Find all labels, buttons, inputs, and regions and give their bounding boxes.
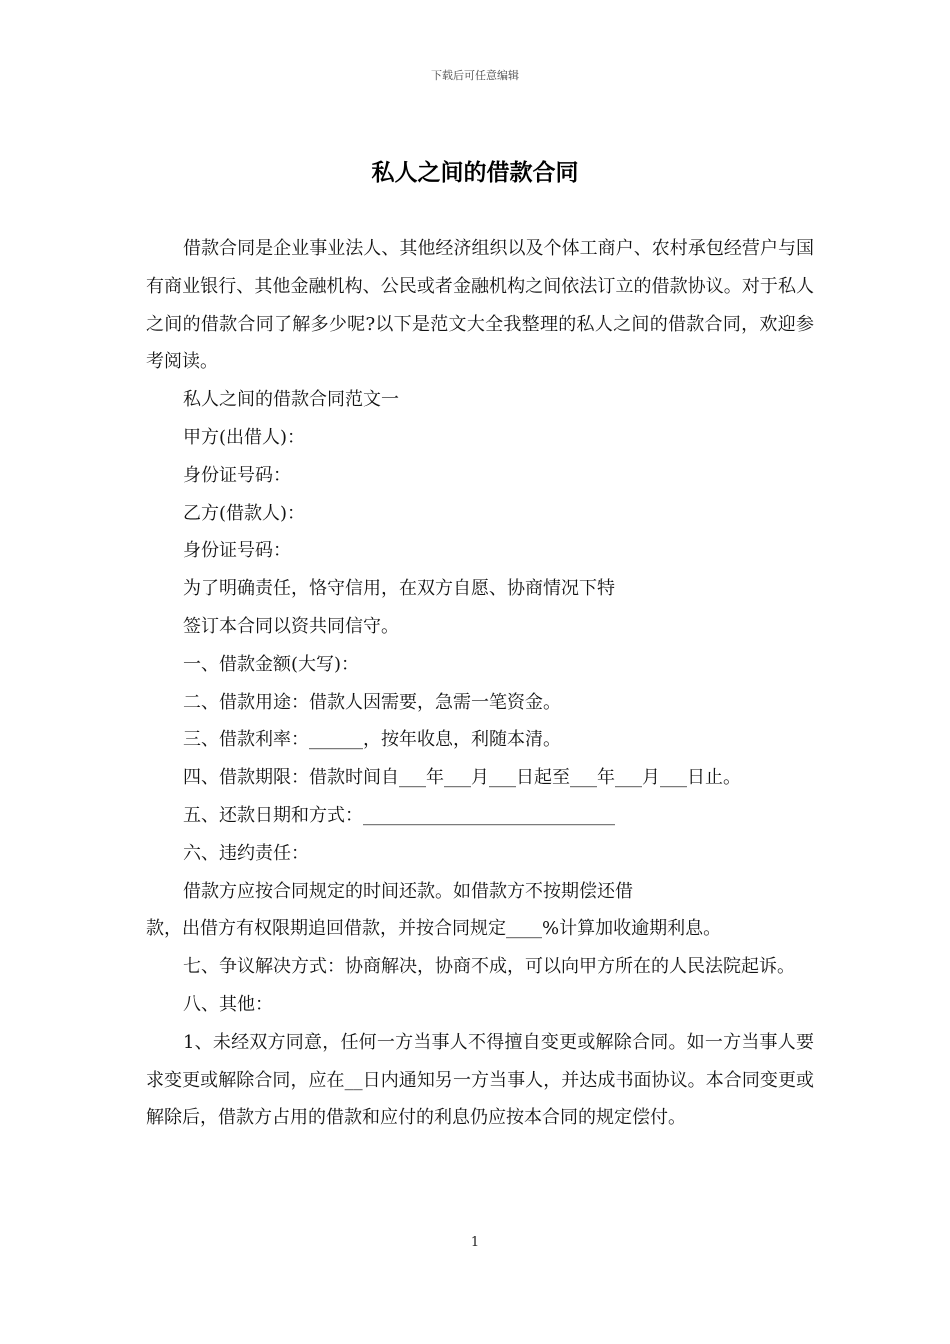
clause-repayment: 五、还款日期和方式：____________________________ [183, 804, 615, 826]
clause-dispute: 七、争议解决方式：协商解决，协商不成，可以向甲方所在的人民法院起诉。 [183, 956, 795, 978]
clause-liability-text-1: 借款方应按合同规定的时间还款。如借款方不按期偿还借 [183, 880, 633, 902]
paragraph-id-a: 身份证号码： [183, 464, 291, 486]
clause-liability: 六、违约责任： [183, 842, 309, 864]
page-header: 下载后可任意编辑 [431, 69, 519, 82]
clause-liability-text-2: 款，出借方有权限期追回借款，并按合同规定____%计算加收逾期利息。 [146, 918, 722, 940]
document-title: 私人之间的借款合同 [371, 159, 579, 186]
paragraph-id-b: 身份证号码： [183, 540, 291, 562]
clause-other-item-1: 1、未经双方同意，任何一方当事人不得擅自变更或解除合同。如一方当事人要求变更或解除合同，应在__日内通知另一方当事人，并达成书面协议。本合同变更或解除后，借款方占用的借款和应付的利息仍应按本合同的规定偿付。 [146, 1031, 814, 1129]
clause-term: 四、借款期限：借款时间自___年___月___日起至___年___月___日止。 [183, 767, 741, 789]
document-body [146, 230, 814, 1137]
page-number: 1 [470, 1235, 480, 1250]
clause-rate: 三、借款利率：______，按年收息，利随本清。 [183, 729, 561, 751]
clause-other: 八、其他： [183, 993, 273, 1015]
paragraph-intro: 借款合同是企业事业法人、其他经济组织以及个体工商户、农村承包经营户与国有商业银行、其他金融机构、公民或者金融机构之间依法订立的借款协议。对于私人之间的借款合同了解多少呢?以下是范文大全我整理的私人之间的借款合同，欢迎参考阅读。 [146, 238, 814, 373]
clause-amount: 一、借款金额(大写)： [183, 653, 360, 675]
paragraph-party-b: 乙方(借款人)： [183, 502, 306, 524]
paragraph-sample-title: 私人之间的借款合同范文一 [183, 389, 399, 411]
clause-use: 二、借款用途：借款人因需要，急需一笔资金。 [183, 691, 561, 713]
paragraph-purpose-2: 签订本合同以资共同信守。 [183, 615, 399, 637]
paragraph-purpose-1: 为了明确责任，恪守信用，在双方自愿、协商情况下特 [183, 578, 615, 600]
paragraph-party-a: 甲方(出借人)： [183, 426, 306, 448]
